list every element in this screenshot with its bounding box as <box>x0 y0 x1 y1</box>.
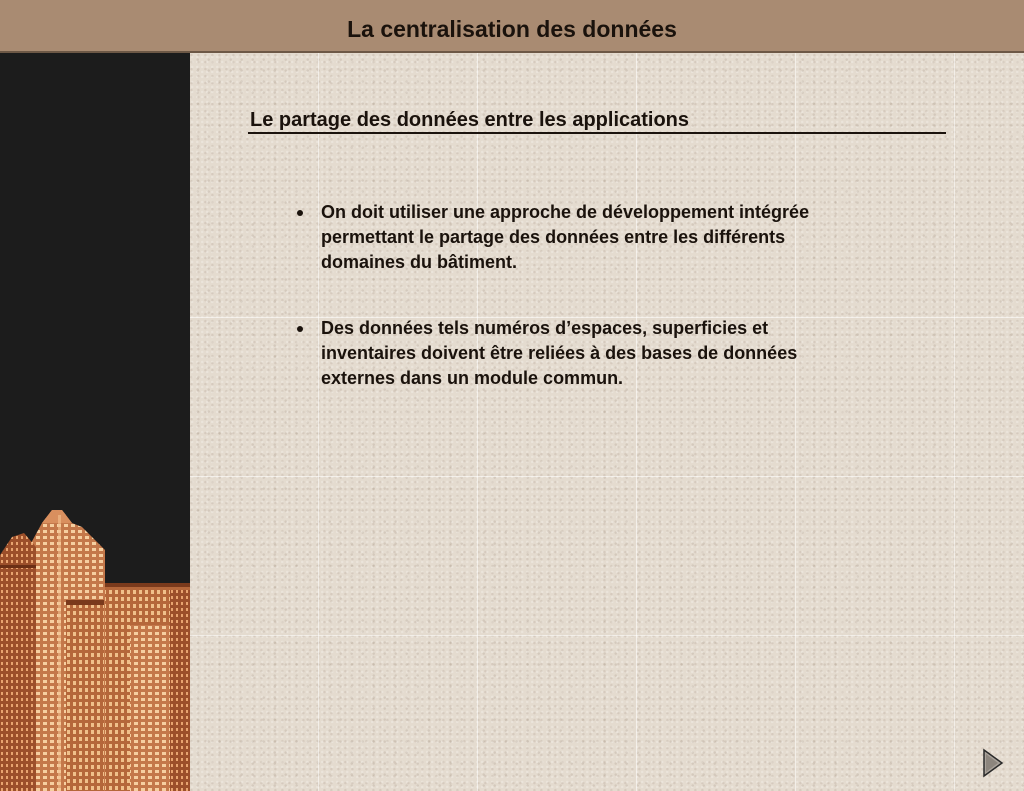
title-bar <box>0 0 1024 53</box>
skyscraper-illustration <box>0 505 190 791</box>
grid-line <box>954 53 955 791</box>
bullet-list <box>296 200 856 432</box>
bullet-item <box>296 316 856 391</box>
grid-line <box>190 635 1024 636</box>
subtitle-underline <box>248 132 946 134</box>
bullet-text: On doit utiliser une approche de développement intégrée permettant le partage des données entre les différents domaines du bâtiment. <box>321 202 810 272</box>
slide-title: La centralisation des données <box>347 16 677 42</box>
grid-line <box>190 476 1024 477</box>
bullet-dot-icon <box>297 210 303 216</box>
next-slide-button[interactable] <box>981 748 1005 778</box>
bullet-text: Des données tels numéros d’espaces, superficies et inventaires doivent être reliées à des bases de données externes dans un module commun. <box>321 318 798 388</box>
bullet-item <box>296 200 856 275</box>
bullet-dot-icon <box>297 326 303 332</box>
slide-subtitle: Le partage des données entre les applications <box>250 109 690 131</box>
